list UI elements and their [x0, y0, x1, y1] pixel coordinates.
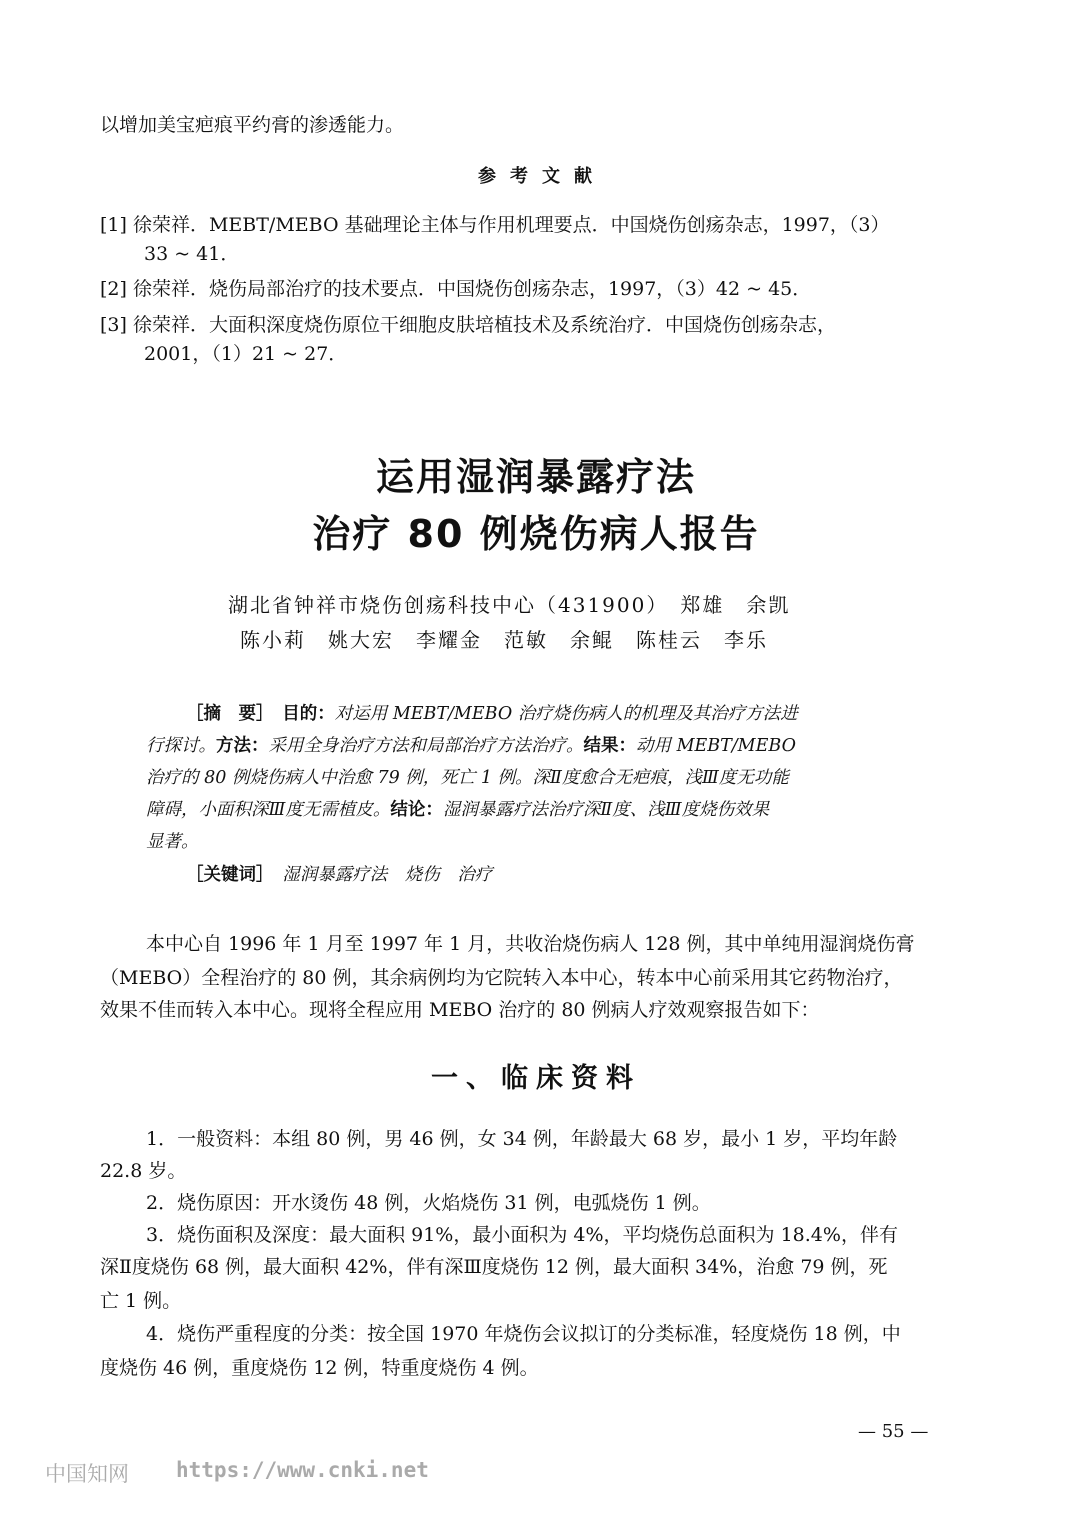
- conclusion-label: 结论：: [390, 800, 443, 820]
- abstract-line1: [186, 701, 798, 728]
- objective-text-end: 行探讨。: [146, 736, 216, 756]
- top-line: 以增加美宝疤痕平约膏的渗透能力。: [100, 114, 405, 136]
- intro-line1: 本中心自 1996 年 1 月至 1997 年 1 月，共收治烧伤病人 128 例，其中单纯用湿润烧伤膏: [146, 933, 915, 955]
- para3-line1: 3．烧伤面积及深度：最大面积 91%，最小面积为 4%，平均烧伤总面积为 18.4%，伴有: [146, 1224, 898, 1246]
- references-heading: 参考文献: [478, 166, 606, 187]
- reference-2-line1: [2] 徐荣祥．烧伤局部治疗的技术要点．中国烧伤创疡杂志，1997，（3）42 ~ 45．: [100, 278, 812, 300]
- reference-1-line1: [1] 徐荣祥．MEBT/MEBO 基础理论主体与作用机理要点．中国烧伤创疡杂志，1997，（3）: [100, 214, 890, 236]
- keywords-text: 湿润暴露疗法 烧伤 治疗: [282, 865, 493, 885]
- abstract-label: ［摘 要］: [186, 704, 265, 724]
- para1-line2: 22.8 岁。: [100, 1160, 187, 1182]
- reference-1-line2: 33 ~ 41．: [144, 243, 240, 265]
- method-text: 采用全身治疗方法和局部治疗方法治疗。: [268, 736, 584, 756]
- authors-line2: 陈小莉 姚大宏 李耀金 范敏 余鲲 陈桂云 李乐: [240, 628, 768, 652]
- watermark-url[interactable]: https://www.cnki.net: [176, 1458, 429, 1482]
- authors-line1: 湖北省钟祥市烧伤创疡科技中心（431900） 郑雄 余凯: [228, 593, 791, 617]
- objective-text: 对运用 MEBT/MEBO 治疗烧伤病人的机理及其治疗方法进: [334, 704, 798, 724]
- conclusion-text: 湿润暴露疗法治疗深Ⅱ度、浅Ⅲ度烧伤效果: [442, 800, 770, 820]
- para4-line2: 度烧伤 46 例，重度烧伤 12 例，特重度烧伤 4 例。: [100, 1357, 539, 1379]
- reference-3-line2: 2001，（1）21 ~ 27．: [144, 343, 348, 365]
- intro-line3: 效果不佳而转入本中心。现将全程应用 MEBO 治疗的 80 例病人疗效观察报告如下：: [100, 999, 820, 1021]
- page-number: — 55 —: [858, 1421, 929, 1442]
- para3-line3: 亡 1 例。: [100, 1290, 182, 1312]
- abstract-line4: [146, 797, 769, 824]
- para4-line1: 4．烧伤严重程度的分类：按全国 1970 年烧伤会议拟订的分类标准，轻度烧伤 18 例，中: [146, 1323, 901, 1345]
- reference-3-line1: [3] 徐荣祥．大面积深度烧伤原位干细胞皮肤培植技术及系统治疗．中国烧伤创疡杂志，: [100, 314, 836, 336]
- para2-line1: 2．烧伤原因：开水烫伤 48 例，火焰烧伤 31 例，电弧烧伤 1 例。: [146, 1192, 711, 1214]
- keywords-label: ［关键词］: [186, 865, 265, 885]
- abstract-line5: 显著。: [146, 832, 199, 852]
- result-text: 动用 MEBT/MEBO: [636, 736, 796, 756]
- para1-line1: 1．一般资料：本组 80 例，男 46 例，女 34 例，年龄最大 68 岁，最小 1 岁，平均年龄: [146, 1128, 898, 1150]
- keywords-line: [186, 862, 492, 889]
- abstract-line2: [146, 733, 796, 760]
- objective-label: 目的：: [282, 704, 335, 724]
- article-title-line2: 治疗 80 例烧伤病人报告: [312, 512, 760, 556]
- intro-line2: （MEBO）全程治疗的 80 例，其余病例均为它院转入本中心，转本中心前采用其它药物治疗，: [100, 967, 903, 989]
- method-label: 方法：: [216, 736, 269, 756]
- watermark-site: 中国知网: [45, 1462, 129, 1486]
- abstract-line3: 治疗的 80 例烧伤病人中治愈 79 例，死亡 1 例。深Ⅱ度愈合无疤痕，浅Ⅲ度无功能: [146, 768, 789, 788]
- para3-line2: 深Ⅱ度烧伤 68 例，最大面积 42%，伴有深Ⅲ度烧伤 12 例，最大面积 34%，治愈 79 例，死: [100, 1256, 888, 1278]
- section-heading: 一、临床资料: [431, 1063, 641, 1094]
- article-title-line1: 运用湿润暴露疗法: [375, 455, 696, 499]
- result-text-end: 障碍，小面积深Ⅲ度无需植皮。: [146, 800, 391, 820]
- result-label: 结果：: [583, 736, 636, 756]
